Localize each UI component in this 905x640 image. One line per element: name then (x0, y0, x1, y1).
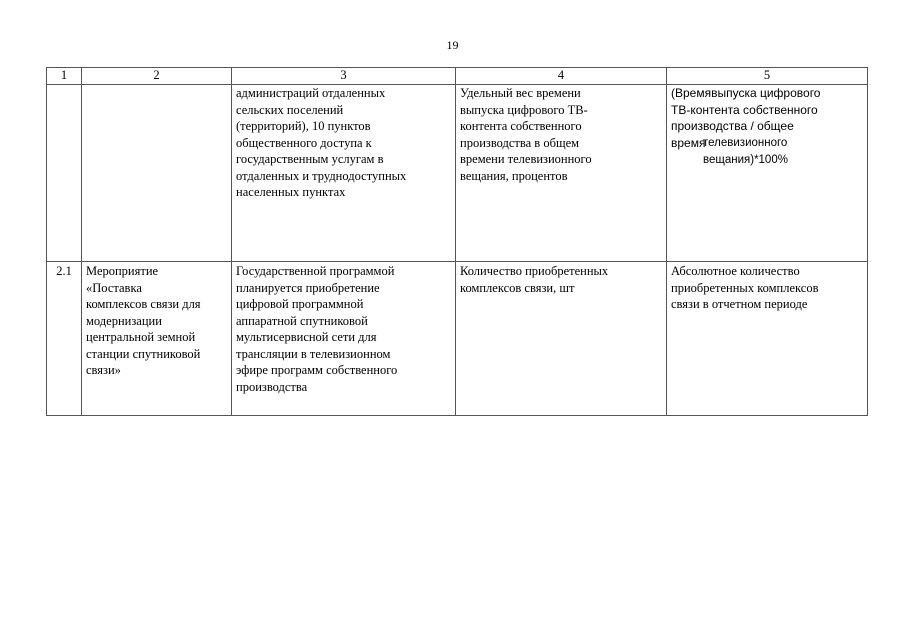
column-header-3: 3 (232, 68, 456, 85)
column-header-4: 4 (456, 68, 667, 85)
indicator-cell: Количество приобретенных комплексов связи, шт (456, 262, 667, 416)
indicators-table (46, 67, 868, 416)
calculation-method-part-b: телевизионного вещания)*100% (703, 137, 788, 166)
event-cell (82, 85, 232, 262)
calculation-method-cell: Абсолютное количество приобретенных комплексов связи в отчетном периоде (667, 262, 868, 416)
description-cell: Государственной программой планируется приобретение цифровой программной аппаратной спутниковой мультисервисной сети для трансляции в телевизионном эфире программ собственного производства (232, 262, 456, 416)
calculation-method-cell (667, 85, 868, 262)
row-number-cell: 2.1 (47, 262, 82, 416)
event-cell: Мероприятие «Поставка комплексов связи для модернизации центральной земной станции спутниковой связи» (82, 262, 232, 416)
indicator-cell: Удельный вес времени выпуска цифрового ТВ- контента собственного производства в общем времени телевизионного вещания, процентов (456, 85, 667, 262)
table-header-row (47, 68, 868, 85)
page-number: 19 (446, 38, 459, 52)
column-header-5: 5 (667, 68, 868, 85)
column-header-2: 2 (82, 68, 232, 85)
description-cell: администраций отдаленных сельских поселений (территорий), 10 пунктов общественного доступа к государственным услугам в отдаленных и труднодоступных населенных пунктах (232, 85, 456, 262)
column-header-1: 1 (47, 68, 82, 85)
row-number-cell (47, 85, 82, 262)
table-row (47, 85, 868, 262)
table-row (47, 262, 868, 416)
calculation-method-part-a: (Времявыпуска цифрового ТВ-контента собственного производства / общее время (671, 86, 821, 150)
